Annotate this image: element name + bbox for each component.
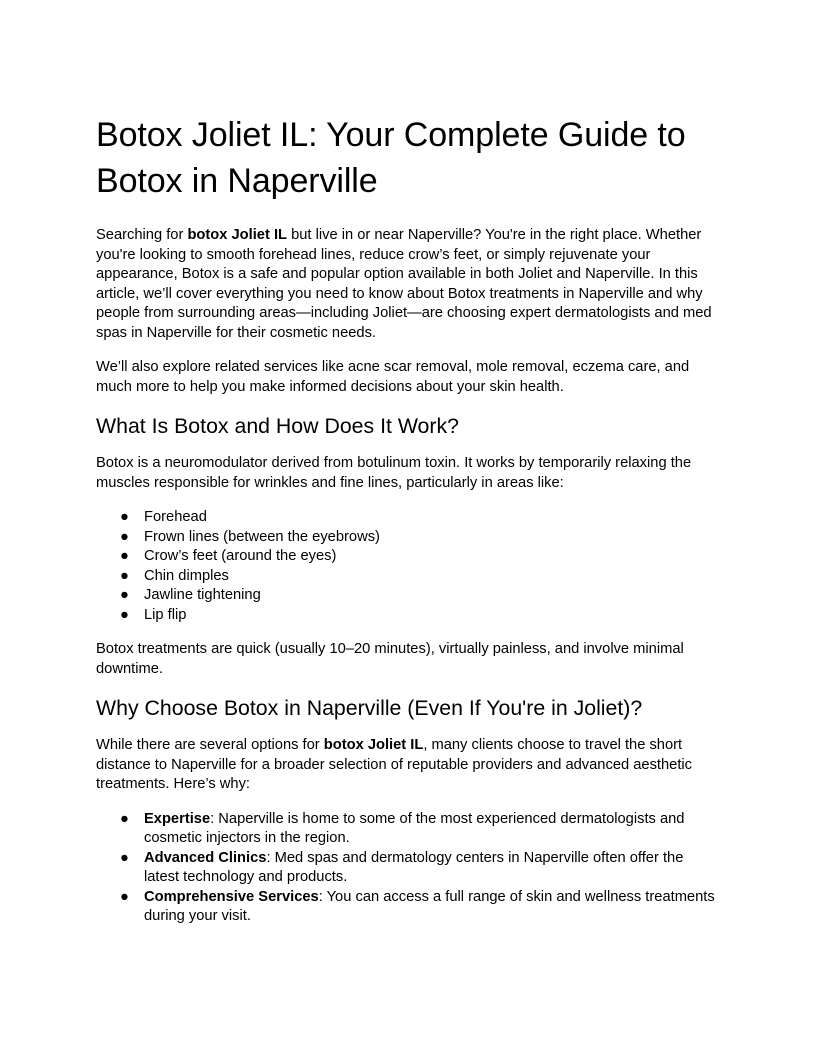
document-body — [96, 112, 720, 942]
bullet-icon: ● — [120, 509, 129, 525]
list-item: ● Frown lines (between the eyebrows) — [96, 528, 720, 548]
bullet-icon: ● — [120, 528, 129, 545]
bullet-icon: ● — [120, 849, 129, 866]
list-item: ● Chin dimples — [96, 567, 720, 587]
bullet-icon: ● — [120, 810, 129, 827]
list-item: ● Advanced Clinics: Med spas and dermatology centers in Naperville often offer the latest technology and products. — [120, 849, 684, 885]
intro-keyword: botox Joliet IL — [187, 227, 288, 243]
section2-keyword: botox Joliet IL — [323, 737, 424, 753]
bullet-icon: ● — [120, 548, 129, 564]
bullet-icon: ● — [120, 606, 129, 623]
bullet-icon: ● — [120, 567, 129, 584]
list-item: ● Forehead — [96, 508, 720, 528]
section2-paragraph: While there are several options for botox Joliet IL, many clients choose to travel the short distance to Naperville for a broader selection of reputable providers and advanced aesthetic treatments. Here’s why: — [96, 737, 693, 792]
page-title: Botox Joliet IL: Your Complete Guide to Botox in Naperville — [96, 116, 686, 200]
reasons-list — [96, 810, 720, 927]
section1-paragraph: Botox is a neuromodulator derived from botulinum toxin. It works by temporarily relaxing the muscles responsible for wrinkles and fine lines, particularly in areas like: — [96, 455, 692, 491]
intro-text-pre: Searching for — [96, 227, 188, 243]
intro-text-post: but live in or near Naperville? You're in the right place. Whether you're looking to smooth forehead lines, reduce crow’s feet, or simply rejuvenate your appearance, Botox is a safe and popular option available in both Joliet and Naperville. In this article, we’ll cover everything you need to know about Botox treatments in Naperville and why people from surrounding areas—including Joliet—are choosing expert dermatologists and med spas in Naperville for their cosmetic needs. — [96, 227, 712, 341]
intro-paragraph-2: We’ll also explore related services like acne scar removal, mole removal, eczema care, and much more to help you make informed decisions about your skin health. — [96, 359, 690, 395]
bullet-icon: ● — [120, 587, 129, 603]
section-heading-what-is-botox: What Is Botox and How Does It Work? — [96, 414, 459, 438]
intro-paragraph — [96, 226, 720, 343]
list-item: ● Lip flip — [96, 606, 720, 626]
section1-after-paragraph: Botox treatments are quick (usually 10–20 minutes), virtually painless, and involve minimal downtime. — [96, 641, 684, 677]
treatment-areas-list — [96, 508, 720, 625]
section-heading-why-naperville: Why Choose Botox in Naperville (Even If You're in Joliet)? — [96, 696, 643, 720]
list-item: ● Jawline tightening — [96, 586, 720, 606]
list-item: ● Expertise: Naperville is home to some of the most experienced dermatologists and cosmetic injectors in the region. — [120, 810, 685, 846]
bullet-icon: ● — [120, 888, 129, 905]
list-item: ● Comprehensive Services: You can access a full range of skin and wellness treatments during your visit. — [120, 888, 715, 924]
list-item: ● Crow’s feet (around the eyes) — [96, 547, 720, 567]
